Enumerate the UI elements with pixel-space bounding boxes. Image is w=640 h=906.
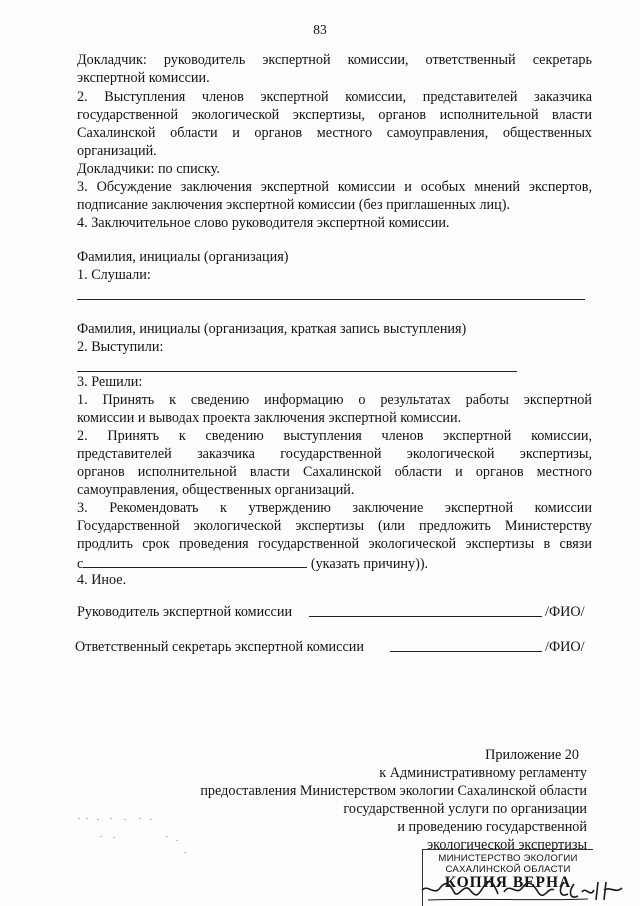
- decision-2: 2. Принять к сведению выступления членов экспертной комиссии,: [77, 428, 592, 444]
- body-line: государственной экологической экспертизы, органов исполнительной власти: [77, 107, 592, 123]
- decision-4: 4. Иное.: [77, 572, 127, 588]
- page-number: 83: [313, 22, 327, 37]
- body-line: представителей заказчика государственной экологической экспертизы,: [77, 446, 592, 462]
- handwritten-signature: [418, 876, 630, 905]
- secretary-signature-blank: [390, 651, 542, 652]
- appendix-line: к Административному регламенту: [379, 765, 587, 781]
- decision-3: 3. Рекомендовать к утверждению заключение экспертной комиссии: [77, 500, 592, 516]
- listened-label: 1. Слушали:: [77, 267, 151, 283]
- body-line: Сахалинской области и органов местного самоуправления, общественных: [77, 125, 592, 141]
- body-line: комиссии и выводах проекта заключения экспертной комиссии.: [77, 410, 462, 426]
- appendix-line: государственной услуги по организации: [343, 801, 587, 817]
- stamp-copy-verified: КОПИЯ ВЕРНА: [444, 874, 572, 891]
- reason-line: [77, 553, 428, 573]
- appendix-number: Приложение 20: [485, 747, 579, 763]
- reason-blank: [83, 553, 307, 568]
- agenda-item-3: 3. Обсуждение заключения экспертной комиссии и особых мнений экспертов,: [77, 179, 592, 195]
- head-signature-blank: [309, 616, 542, 617]
- speech-caption: Фамилия, инициалы (организация, краткая запись выступления): [77, 321, 467, 337]
- body-line: органов исполнительной власти Сахалинской области и органов местного: [77, 464, 592, 480]
- body-line: организаций.: [77, 143, 157, 159]
- speaker-caption: Фамилия, инициалы (организация): [77, 249, 289, 265]
- listened-blank-line: [77, 299, 585, 300]
- appendix-line: предоставления Министерством экологии Сахалинской области: [200, 783, 587, 799]
- head-signature-line: [77, 603, 292, 621]
- decision-1: 1. Принять к сведению информацию о результатах работы экспертной: [77, 392, 592, 408]
- spoke-label: 2. Выступили:: [77, 339, 164, 355]
- body-line: Государственной экологической экспертизы (или предложить Министерству: [77, 518, 592, 534]
- appendix-line: и проведению государственной: [397, 819, 587, 835]
- agenda-item-4: 4. Заключительное слово руководителя экспертной комиссии.: [77, 215, 450, 231]
- head-signature-label: Руководитель экспертной комиссии: [77, 604, 293, 620]
- decided-label: 3. Решили:: [77, 374, 143, 390]
- secretary-fio: /ФИО/: [545, 639, 585, 655]
- spoke-blank-line: [77, 371, 517, 372]
- secretary-signature-label: Ответственный секретарь экспертной комиссии: [75, 639, 364, 655]
- secretary-signature-line: [75, 638, 364, 656]
- body-line: Докладчик: руководитель экспертной комиссии, ответственный секретарь: [77, 52, 592, 68]
- stamp-region: САХАЛИНСКОЙ ОБЛАСТИ: [445, 864, 571, 875]
- body-line: экспертной комиссии.: [77, 70, 210, 86]
- body-line: продлить срок проведения государственной экологической экспертизы в связи: [77, 536, 592, 552]
- head-fio: /ФИО/: [545, 604, 585, 620]
- reason-prefix: с: [77, 556, 84, 572]
- appendix-line: экологической экспертизы: [427, 837, 587, 853]
- agenda-item-2: 2. Выступления членов экспертной комиссии, представителей заказчика: [77, 89, 592, 105]
- body-line: самоуправления, общественных организаций.: [77, 482, 355, 498]
- reason-suffix: (указать причину)).: [310, 556, 429, 572]
- stamp-ministry: МИНИСТЕРСТВО ЭКОЛОГИИ: [438, 853, 578, 864]
- body-line: подписание заключения экспертной комиссии (без приглашенных лиц).: [77, 197, 510, 213]
- body-line: Докладчики: по списку.: [77, 161, 220, 177]
